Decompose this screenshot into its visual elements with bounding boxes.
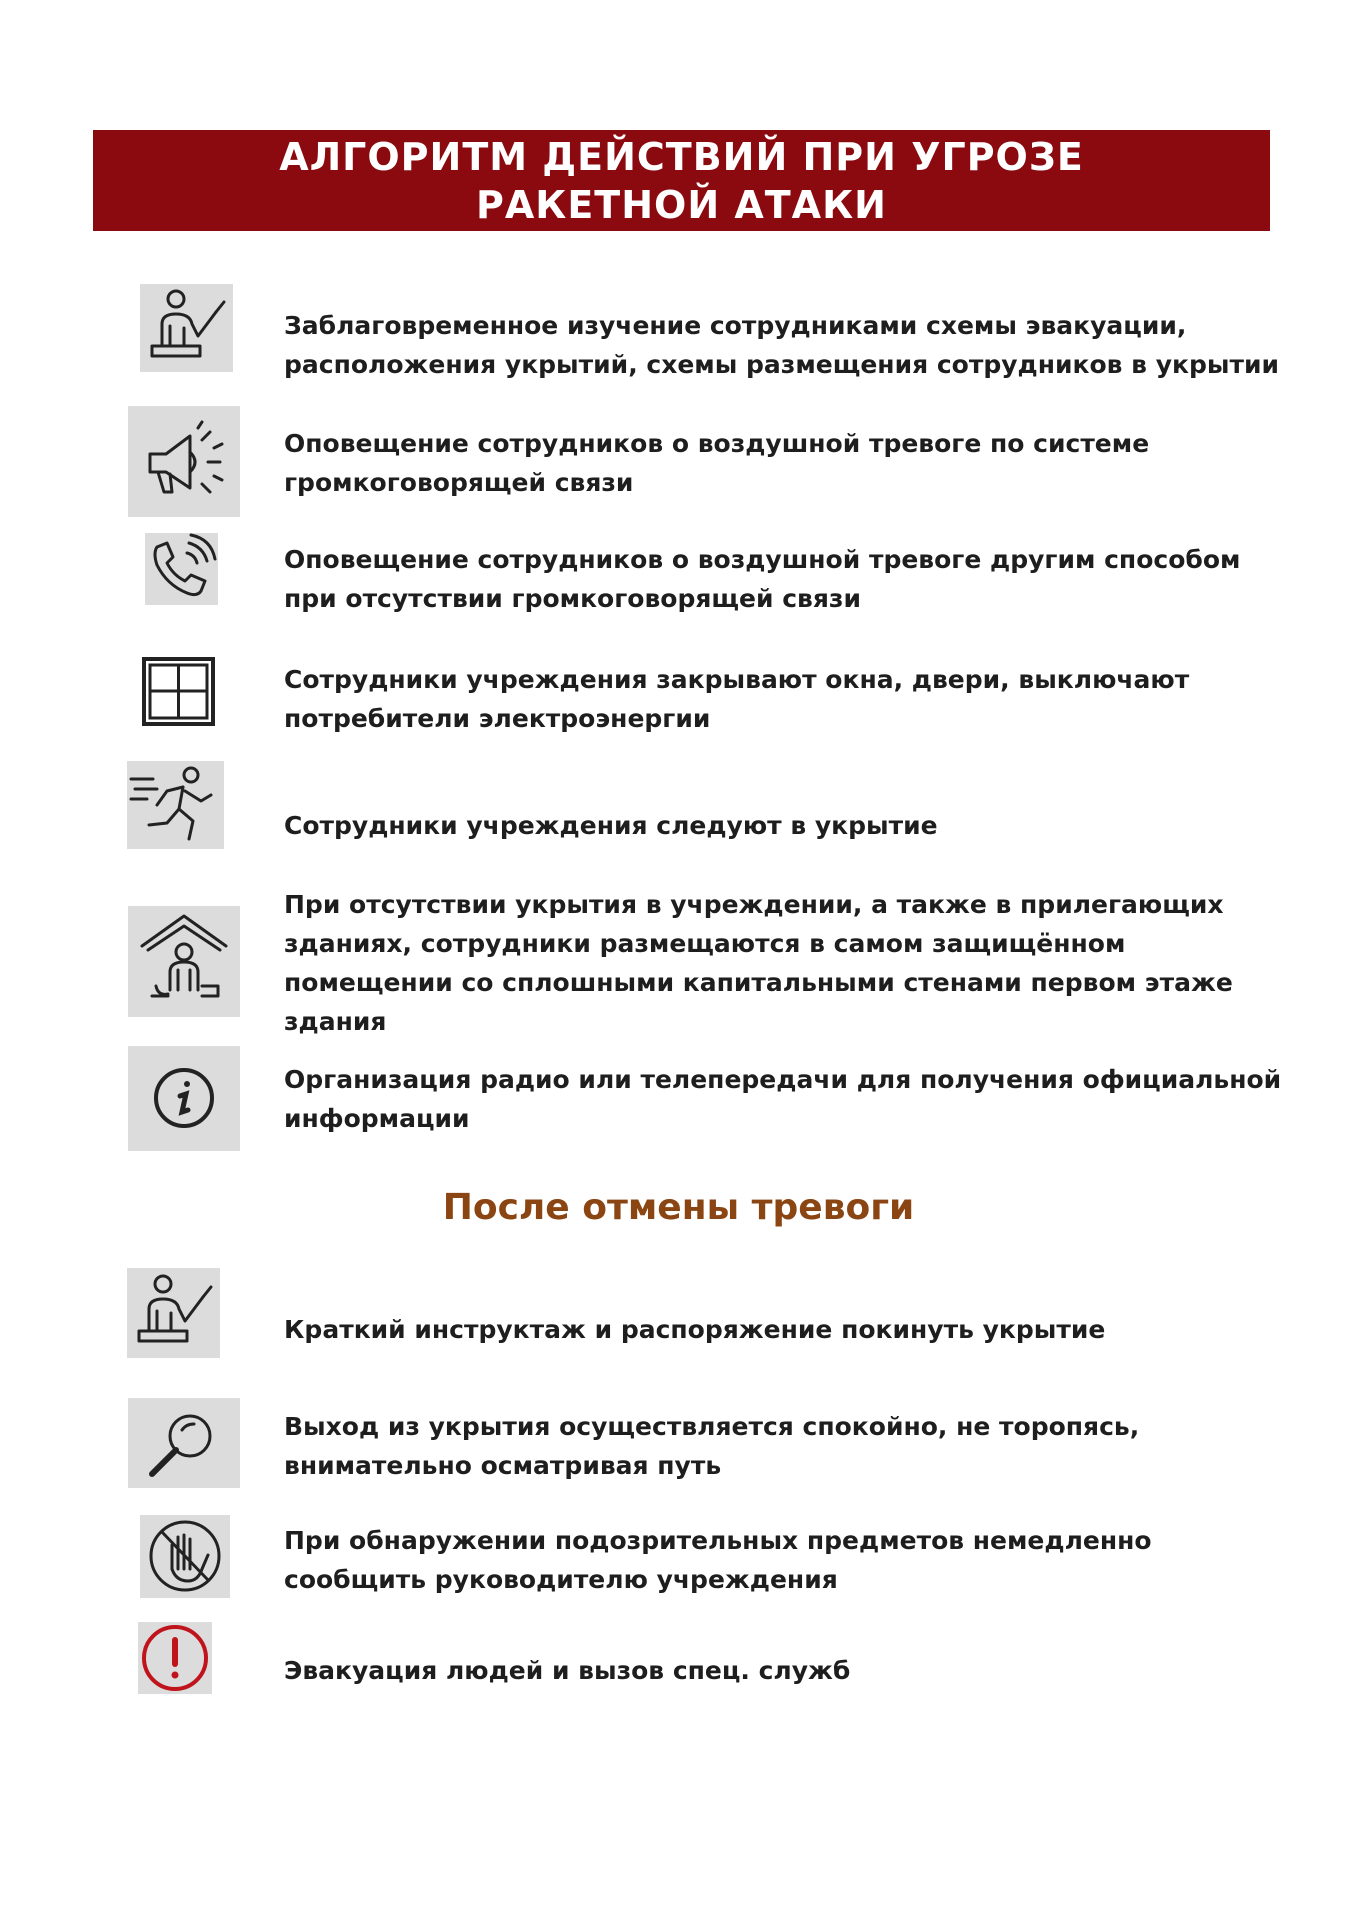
- window-icon: [140, 655, 217, 728]
- after-alarm-heading: После отмены тревоги: [442, 1187, 915, 1228]
- stop-hand-icon: [140, 1515, 230, 1598]
- step-6-line-4: здания: [284, 1007, 387, 1036]
- magnifier-icon: [128, 1398, 240, 1488]
- after-step-3-line-2: сообщить руководителю учреждения: [284, 1565, 838, 1594]
- step-3-line-1: Оповещение сотрудников о воздушной тревоге другим способом: [284, 545, 1241, 574]
- step-6-line-1: При отсутствии укрытия в учреждении, а также в прилегающих: [284, 890, 1224, 919]
- step-6-line-3: помещении со сплошными капитальными стенами первом этаже: [284, 968, 1233, 997]
- step-4-line-2: потребители электроэнергии: [284, 704, 711, 733]
- step-1-line-1: Заблаговременное изучение сотрудниками схемы эвакуации,: [284, 311, 1187, 340]
- title-banner: [93, 130, 1270, 231]
- after-step-1-line-1: Краткий инструктаж и распоряжение покинуть укрытие: [284, 1315, 1106, 1344]
- step-1-line-2: расположения укрытий, схемы размещения сотрудников в укрытии: [284, 350, 1279, 379]
- step-3-line-2: при отсутствии громкоговорящей связи: [284, 584, 861, 613]
- title-line-1: АЛГОРИТМ ДЕЙСТВИЙ ПРИ УГРОЗЕ: [279, 134, 1084, 179]
- step-2-line-1: Оповещение сотрудников о воздушной тревоге по системе: [284, 429, 1150, 458]
- exclamation-icon: [138, 1622, 212, 1694]
- step-7-line-2: информации: [284, 1104, 470, 1133]
- teacher-pointer-icon: [140, 284, 233, 372]
- step-4-line-1: Сотрудники учреждения закрывают окна, двери, выключают: [284, 665, 1190, 694]
- shelter-person-icon: [128, 906, 240, 1017]
- after-step-2-line-1: Выход из укрытия осуществляется спокойно, не торопясь,: [284, 1412, 1140, 1441]
- after-step-3-line-1: При обнаружении подозрительных предметов немедленно: [284, 1526, 1152, 1555]
- step-6-line-2: зданиях, сотрудники размещаются в самом защищённом: [284, 929, 1126, 958]
- step-5-line-1: Сотрудники учреждения следуют в укрытие: [284, 811, 938, 840]
- info-icon: [128, 1046, 240, 1151]
- after-step-4-line-1: Эвакуация людей и вызов спец. служб: [284, 1656, 851, 1685]
- after-step-2-line-2: внимательно осматривая путь: [284, 1451, 722, 1480]
- step-2-line-2: громкоговорящей связи: [284, 468, 634, 497]
- running-person-icon: [127, 761, 224, 849]
- step-7-line-1: Организация радио или телепередачи для получения официальной: [284, 1065, 1282, 1094]
- phone-ringing-icon: [145, 533, 218, 605]
- teacher-pointer-icon: [127, 1268, 220, 1358]
- title-line-2: РАКЕТНОЙ АТАКИ: [476, 182, 887, 227]
- megaphone-icon: [128, 406, 240, 517]
